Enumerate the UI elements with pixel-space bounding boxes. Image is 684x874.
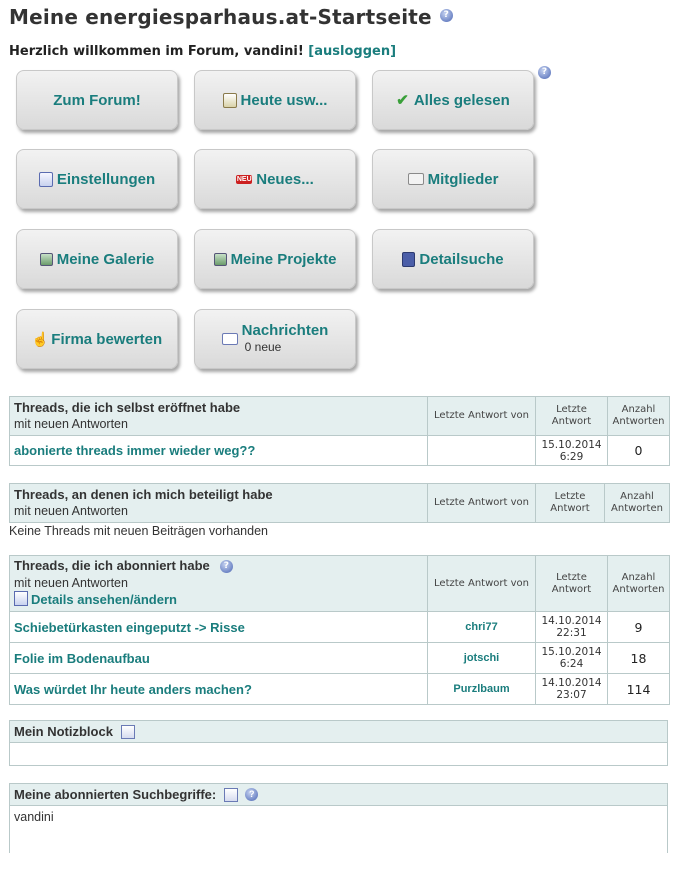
thread-reply-count: 114 (608, 674, 670, 705)
today-label: Heute usw... (240, 91, 328, 109)
own-threads-header (10, 397, 428, 436)
projects-label: Meine Projekte (230, 250, 337, 268)
new-badge-icon: NEU (236, 175, 252, 183)
rate-company-button[interactable] (16, 309, 178, 369)
help-icon[interactable]: ? (440, 9, 453, 22)
checkmark-icon: ✔ (396, 92, 409, 109)
own-threads-table (9, 396, 670, 466)
messages-content (222, 323, 329, 355)
participated-title: Threads, an denen ich mich beteiligt habe (14, 487, 273, 502)
thread-last-user[interactable] (428, 436, 536, 466)
projects-icon (214, 253, 227, 266)
notepad-panel (9, 720, 668, 766)
thread-last-user[interactable]: Purzlbaum (428, 674, 536, 705)
thread-link[interactable]: Was würdet Ihr heute anders machen? (10, 674, 428, 705)
document-icon (223, 93, 237, 108)
news-button[interactable] (194, 149, 356, 209)
subscribed-title: Threads, die ich abonniert habe (14, 558, 210, 573)
edit-icon (39, 172, 53, 187)
search-book-icon (402, 252, 415, 267)
thread-link[interactable]: Folie im Bodenaufbau (10, 643, 428, 674)
col-last: Letzte Antwort (536, 397, 608, 436)
thread-last-user[interactable]: chri77 (428, 612, 536, 643)
thread-reply-count: 18 (608, 643, 670, 674)
members-card-icon (408, 173, 424, 185)
help-icon[interactable]: ? (245, 788, 258, 801)
page-title: Meine energiesparhaus.at-Startseite ? (9, 5, 453, 29)
thread-last-user[interactable]: jotschi (428, 643, 536, 674)
gallery-button[interactable] (16, 229, 178, 289)
messages-count: 0 neue (244, 340, 282, 354)
settings-button[interactable] (16, 149, 178, 209)
thread-reply-count: 0 (608, 436, 670, 466)
welcome-text: Herzlich willkommen im Forum, vandini! (9, 44, 304, 59)
col-count: Anzahl Antworten (605, 484, 670, 523)
members-label: Mitglieder (427, 170, 499, 188)
mark-all-read-label: Alles gelesen (413, 91, 510, 109)
table-row (10, 643, 670, 674)
edit-icon[interactable] (121, 725, 135, 739)
projects-button[interactable] (194, 229, 356, 289)
help-icon[interactable]: ? (220, 560, 233, 573)
details-row[interactable] (14, 591, 423, 609)
detail-search-label: Detailsuche (419, 250, 504, 268)
envelope-icon (222, 333, 238, 345)
forum-label: Zum Forum! (53, 91, 141, 109)
edit-icon (14, 591, 28, 606)
participated-header (10, 484, 428, 523)
participated-subtitle: mit neuen Antworten (14, 504, 128, 518)
today-button[interactable] (194, 70, 356, 130)
edit-icon[interactable] (224, 788, 238, 802)
thread-link[interactable]: Schiebetürkasten eingeputzt -> Risse (10, 612, 428, 643)
help-icon[interactable]: ? (538, 66, 551, 79)
own-threads-title: Threads, die ich selbst eröffnet habe (14, 400, 241, 415)
notepad-content[interactable] (10, 742, 667, 765)
table-row (10, 612, 670, 643)
gallery-label: Meine Galerie (56, 250, 155, 268)
col-last: Letzte Antwort (536, 556, 608, 612)
subscribed-title-row (14, 558, 423, 575)
thread-last-date: 14.10.2014 23:07 (536, 674, 608, 705)
thread-last-date: 15.10.2014 6:24 (536, 643, 608, 674)
settings-label: Einstellungen (56, 170, 156, 188)
table-row (10, 436, 670, 466)
detail-search-button[interactable] (372, 229, 534, 289)
messages-label: Nachrichten (241, 322, 329, 339)
news-label: Neues... (256, 170, 314, 188)
search-terms-header (10, 784, 667, 805)
thread-last-date: 14.10.2014 22:31 (536, 612, 608, 643)
thumbs-up-icon: ☝ (31, 330, 50, 347)
thread-link[interactable]: abonierte threads immer wieder weg?? (10, 436, 428, 466)
mark-all-read-button[interactable] (372, 70, 534, 130)
own-threads-subtitle: mit neuen Antworten (14, 417, 128, 431)
rate-company-label: Firma bewerten (51, 330, 163, 348)
notepad-header (10, 721, 667, 742)
col-count: Anzahl Antworten (608, 556, 670, 612)
participated-threads-table (9, 483, 670, 523)
subscribed-threads-table (9, 555, 670, 705)
table-row (10, 674, 670, 705)
thread-reply-count: 9 (608, 612, 670, 643)
logout-link[interactable]: [ausloggen] (308, 44, 397, 59)
members-button[interactable] (372, 149, 534, 209)
subscribed-subtitle: mit neuen Antworten (14, 576, 128, 590)
details-link[interactable]: Details ansehen/ändern (31, 592, 177, 607)
col-count: Anzahl Antworten (608, 397, 670, 436)
thread-last-date: 15.10.2014 6:29 (536, 436, 608, 466)
welcome-line (9, 44, 396, 59)
no-threads-message: Keine Threads mit neuen Beiträgen vorhanden (9, 524, 268, 538)
col-last-from: Letzte Antwort von (428, 397, 536, 436)
gallery-icon (40, 253, 53, 266)
forum-button[interactable] (16, 70, 178, 130)
search-terms-title: Meine abonnierten Suchbegriffe: (14, 787, 217, 802)
search-terms-content: vandini (10, 805, 667, 874)
col-last-from: Letzte Antwort von (428, 484, 536, 523)
messages-button[interactable] (194, 309, 356, 369)
subscribed-header (10, 556, 428, 612)
col-last-from: Letzte Antwort von (428, 556, 536, 612)
notepad-title: Mein Notizblock (14, 724, 113, 739)
search-terms-panel (9, 783, 668, 853)
col-last: Letzte Antwort (536, 484, 605, 523)
